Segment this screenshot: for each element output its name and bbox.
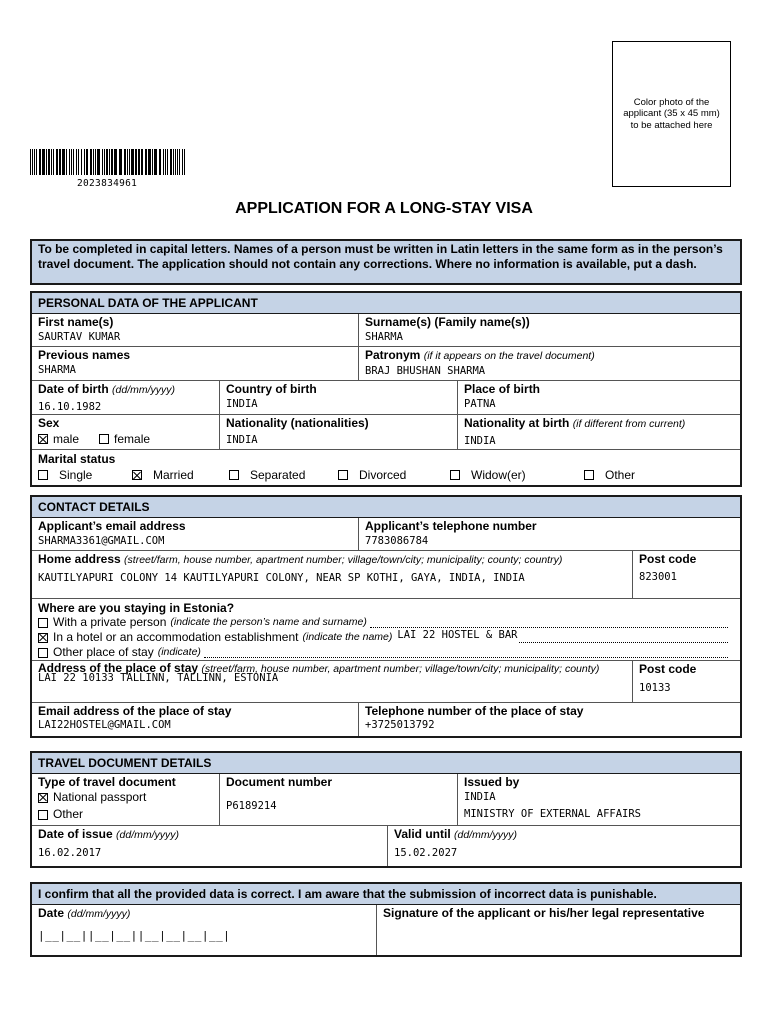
field-value: 16.02.2017 bbox=[38, 847, 102, 859]
checkbox-icon bbox=[229, 470, 239, 480]
field-label: Place of birth bbox=[464, 382, 541, 396]
barcode-bar bbox=[109, 149, 110, 175]
barcode-bar bbox=[39, 149, 41, 175]
barcode-bar bbox=[86, 149, 88, 175]
field-value: 16.10.1982 bbox=[38, 401, 102, 413]
barcode-bar bbox=[173, 149, 174, 175]
checkbox-icon bbox=[99, 434, 109, 444]
barcode-bar bbox=[90, 149, 92, 175]
barcode-bar bbox=[163, 149, 164, 175]
checked-box-icon bbox=[38, 633, 48, 643]
document-number-field[interactable] bbox=[220, 774, 458, 825]
barcode-bar bbox=[159, 149, 161, 175]
stay-email-field[interactable] bbox=[32, 703, 359, 736]
field-value: LAI 22 10133 TALLINN, TALLINN, ESTONIA bbox=[38, 672, 279, 684]
barcode-bar bbox=[34, 149, 35, 175]
field-label: Issued by bbox=[464, 775, 520, 789]
checked-box-icon bbox=[38, 434, 48, 444]
field-value: 823001 bbox=[639, 571, 677, 583]
field-hint: (street/farm, house number, apartment number; village/town/city; municipality; county; country) bbox=[124, 554, 563, 566]
field-label: Previous names bbox=[38, 348, 131, 362]
barcode-bar bbox=[124, 149, 126, 175]
checkbox-icon bbox=[38, 618, 48, 628]
option-label: National passport bbox=[53, 790, 147, 804]
marital-option-other[interactable] bbox=[584, 468, 635, 482]
barcode-bar bbox=[93, 149, 94, 175]
field-hint: (if it appears on the travel document) bbox=[423, 350, 595, 362]
barcode-bar bbox=[78, 149, 79, 175]
field-label: Valid until bbox=[394, 827, 451, 841]
field-label: Date of birth bbox=[38, 382, 109, 396]
option-label: In a hotel or an accommodation establishment bbox=[53, 630, 299, 644]
checked-box-icon bbox=[132, 470, 142, 480]
barcode-number: 2023834961 bbox=[77, 178, 138, 189]
barcode-bar bbox=[48, 149, 50, 175]
field-value: LAI22HOSTEL@GMAIL.COM bbox=[38, 719, 171, 731]
field-label: Applicant’s email address bbox=[38, 519, 186, 533]
option-label: Divorced bbox=[359, 468, 407, 482]
barcode-bar bbox=[56, 149, 58, 175]
stay-hotel-option[interactable] bbox=[38, 630, 728, 645]
option-label: female bbox=[114, 432, 151, 446]
barcode-bar bbox=[111, 149, 113, 175]
date-boxes: |__|__||__|__||__|__|__|__| bbox=[38, 929, 231, 942]
sex-field bbox=[32, 415, 220, 449]
barcode-bar bbox=[36, 149, 37, 175]
barcode-bar bbox=[179, 149, 180, 175]
applicant-phone-field[interactable] bbox=[359, 518, 740, 550]
stay-post-code-field[interactable] bbox=[633, 661, 740, 702]
option-label: Other place of stay bbox=[53, 645, 154, 659]
barcode-bar bbox=[81, 149, 82, 175]
signature-date-field[interactable] bbox=[32, 905, 377, 955]
field-hint: (indicate) bbox=[157, 646, 201, 658]
issue-date-field[interactable] bbox=[32, 826, 388, 866]
field-value: P6189214 bbox=[226, 800, 277, 812]
place-of-birth-field[interactable] bbox=[458, 381, 740, 414]
barcode-icon bbox=[30, 149, 186, 175]
field-label: Post code bbox=[639, 662, 697, 676]
barcode-bar bbox=[73, 149, 74, 175]
barcode-bar bbox=[138, 149, 140, 175]
contact-details-section bbox=[30, 495, 742, 738]
barcode-bar bbox=[170, 149, 172, 175]
field-value: INDIA bbox=[226, 398, 258, 410]
field-label: Type of travel document bbox=[38, 775, 176, 789]
field-label: Sex bbox=[38, 416, 60, 430]
field-value: INDIA bbox=[226, 434, 258, 446]
field-label: Applicant’s telephone number bbox=[365, 519, 537, 533]
field-hint: (dd/mm/yyyy) bbox=[112, 384, 176, 396]
field-label: Patronym bbox=[365, 348, 421, 362]
barcode-bar bbox=[102, 149, 103, 175]
travel-document-section bbox=[30, 751, 742, 868]
surname-field[interactable] bbox=[359, 314, 740, 346]
country-of-birth-field[interactable] bbox=[220, 381, 458, 414]
barcode-bar bbox=[106, 149, 108, 175]
confirmation-text: I confirm that all the provided data is correct. I am aware that the submission of incorrect data is punishable. bbox=[32, 884, 740, 905]
field-value: SHARMA bbox=[365, 331, 403, 343]
field-value: SHARMA3361@GMAIL.COM bbox=[38, 535, 165, 547]
barcode-bar bbox=[129, 149, 130, 175]
option-label: Other bbox=[605, 468, 636, 482]
field-label: Telephone number of the place of stay bbox=[365, 704, 584, 718]
photo-instructions: Color photo of the applicant (35 x 45 mm) to be attached here bbox=[623, 96, 720, 131]
previous-names-field[interactable] bbox=[32, 347, 359, 380]
marital-status-field bbox=[32, 450, 740, 485]
barcode-bar bbox=[154, 149, 157, 175]
photo-placeholder bbox=[612, 41, 731, 187]
barcode-bar bbox=[177, 149, 178, 175]
stay-address-field[interactable] bbox=[32, 661, 633, 702]
field-value: 15.02.2027 bbox=[394, 847, 458, 859]
field-label: Marital status bbox=[38, 452, 116, 466]
checkbox-icon bbox=[338, 470, 348, 480]
confirmation-section bbox=[30, 882, 742, 957]
option-label: Separated bbox=[250, 468, 306, 482]
option-label: Widow(er) bbox=[471, 468, 526, 482]
home-address-field[interactable] bbox=[32, 551, 633, 598]
sex-male-checkbox[interactable] bbox=[38, 432, 79, 446]
fill-line bbox=[395, 630, 728, 643]
field-label: Home address bbox=[38, 552, 121, 566]
barcode-bar bbox=[32, 149, 33, 175]
barcode-bar bbox=[182, 149, 183, 175]
section-header: TRAVEL DOCUMENT DETAILS bbox=[32, 753, 740, 774]
barcode-bar bbox=[167, 149, 168, 175]
field-value: 7783086784 bbox=[365, 535, 429, 547]
barcode-bar bbox=[135, 149, 137, 175]
barcode-bar bbox=[145, 149, 147, 175]
barcode-bar bbox=[76, 149, 77, 175]
barcode-bar bbox=[114, 149, 117, 175]
checkbox-icon bbox=[38, 470, 48, 480]
first-name-field[interactable] bbox=[32, 314, 359, 346]
field-hint: (dd/mm/yyyy) bbox=[454, 829, 518, 841]
field-label: Date of issue bbox=[38, 827, 113, 841]
patronym-field[interactable] bbox=[359, 347, 740, 380]
marital-options bbox=[38, 468, 734, 484]
stay-phone-field[interactable] bbox=[359, 703, 740, 736]
field-value: KAUTILYAPURI COLONY 14 KAUTILYAPURI COLONY, NEAR SP KOTHI, GAYA, INDIA, INDIA bbox=[38, 572, 525, 584]
other-document-option[interactable] bbox=[38, 807, 213, 822]
field-label: Country of birth bbox=[226, 382, 317, 396]
barcode-bar bbox=[95, 149, 96, 175]
marital-option-married[interactable] bbox=[132, 468, 194, 482]
field-value: INDIA bbox=[464, 791, 496, 803]
field-label: Date bbox=[38, 906, 65, 920]
barcode-bar bbox=[84, 149, 85, 175]
stay-other-option[interactable] bbox=[38, 645, 728, 660]
field-label: Address of the place of stay bbox=[38, 661, 199, 675]
nationality-field[interactable] bbox=[220, 415, 458, 449]
field-hint: (dd/mm/yyyy) bbox=[116, 829, 180, 841]
checkbox-icon bbox=[38, 810, 48, 820]
field-value: INDIA bbox=[464, 435, 496, 447]
barcode-bar bbox=[127, 149, 128, 175]
sex-female-checkbox[interactable] bbox=[99, 432, 150, 446]
barcode-bar bbox=[119, 149, 122, 175]
section-header: PERSONAL DATA OF THE APPLICANT bbox=[32, 293, 740, 314]
option-label: Single bbox=[59, 468, 93, 482]
barcode-bar bbox=[69, 149, 70, 175]
barcode-bar bbox=[131, 149, 134, 175]
page-title: APPLICATION FOR A LONG-STAY VISA bbox=[235, 200, 533, 217]
field-value: 10133 bbox=[639, 682, 671, 694]
field-hint: (indicate the name) bbox=[302, 631, 393, 643]
marital-option-widower[interactable] bbox=[450, 468, 526, 482]
field-label: Where are you staying in Estonia? bbox=[38, 601, 235, 615]
barcode-bar bbox=[30, 149, 31, 175]
field-label: Email address of the place of stay bbox=[38, 704, 232, 718]
stay-private-option[interactable] bbox=[38, 615, 728, 630]
barcode-bar bbox=[53, 149, 54, 175]
checkbox-icon bbox=[584, 470, 594, 480]
issued-by-field[interactable] bbox=[458, 774, 740, 825]
section-header: CONTACT DETAILS bbox=[32, 497, 740, 518]
barcode-bar bbox=[51, 149, 52, 175]
valid-until-field[interactable] bbox=[388, 826, 740, 866]
barcode-bar bbox=[165, 149, 166, 175]
option-label: Other bbox=[53, 807, 84, 821]
field-value: BRAJ BHUSHAN SHARMA bbox=[365, 365, 486, 377]
checkbox-icon bbox=[38, 648, 48, 658]
marital-option-single[interactable] bbox=[38, 468, 92, 482]
stay-in-estonia-field bbox=[32, 599, 740, 660]
barcode-bar bbox=[104, 149, 105, 175]
checked-box-icon bbox=[38, 793, 48, 803]
barcode-bar bbox=[46, 149, 47, 175]
barcode-bar bbox=[71, 149, 72, 175]
field-hint: (if different from current) bbox=[572, 418, 686, 430]
field-label: Document number bbox=[226, 775, 333, 789]
field-label: Surname(s) (Family name(s)) bbox=[365, 315, 530, 329]
barcode-bar bbox=[148, 149, 151, 175]
barcode-bar bbox=[42, 149, 45, 175]
national-passport-option[interactable] bbox=[38, 790, 213, 805]
applicant-email-field[interactable] bbox=[32, 518, 359, 550]
home-post-code-field[interactable] bbox=[633, 551, 740, 598]
field-value: SAURTAV KUMAR bbox=[38, 331, 121, 343]
field-hint: (dd/mm/yyyy) bbox=[67, 908, 131, 920]
option-label: With a private person bbox=[53, 615, 167, 629]
field-label: Nationality (nationalities) bbox=[226, 416, 369, 430]
checkbox-icon bbox=[450, 470, 460, 480]
barcode-bar bbox=[175, 149, 176, 175]
fill-line bbox=[370, 618, 728, 628]
document-type-field bbox=[32, 774, 220, 825]
field-value: MINISTRY OF EXTERNAL AFFAIRS bbox=[464, 808, 642, 820]
barcode-bar bbox=[59, 149, 61, 175]
field-value: SHARMA bbox=[38, 364, 76, 376]
fill-line bbox=[204, 648, 728, 658]
option-label: male bbox=[53, 432, 80, 446]
field-hint: (indicate the person’s name and surname) bbox=[170, 616, 367, 628]
barcode-bar bbox=[152, 149, 153, 175]
marital-option-separated[interactable] bbox=[229, 468, 305, 482]
instructions-notice: To be completed in capital letters. Names of a person must be written in Latin letters in the same form as in the person’s travel document. The application should not contain any corrections. Where no information is available, put a dash. bbox=[30, 239, 742, 285]
marital-option-divorced[interactable] bbox=[338, 468, 406, 482]
barcode-bar bbox=[62, 149, 65, 175]
barcode-bar bbox=[184, 149, 185, 175]
hotel-name-value: LAI 22 HOSTEL & BAR bbox=[395, 630, 519, 643]
signature-field[interactable] bbox=[377, 905, 740, 955]
barcode-bar bbox=[66, 149, 67, 175]
field-label: First name(s) bbox=[38, 315, 114, 329]
field-label: Nationality at birth bbox=[464, 416, 570, 430]
field-label: Signature of the applicant or his/her legal representative bbox=[383, 906, 705, 920]
personal-data-section bbox=[30, 291, 742, 487]
date-of-birth-field[interactable] bbox=[32, 381, 220, 414]
field-label: Post code bbox=[639, 552, 697, 566]
field-hint: (street/farm, house number, apartment number; village/town/city; municipality; county) bbox=[201, 663, 600, 675]
field-value: +3725013792 bbox=[365, 719, 435, 731]
option-label: Married bbox=[153, 468, 194, 482]
field-value: PATNA bbox=[464, 398, 496, 410]
barcode-bar bbox=[97, 149, 100, 175]
barcode-bar bbox=[141, 149, 143, 175]
nationality-at-birth-field[interactable] bbox=[458, 415, 740, 449]
